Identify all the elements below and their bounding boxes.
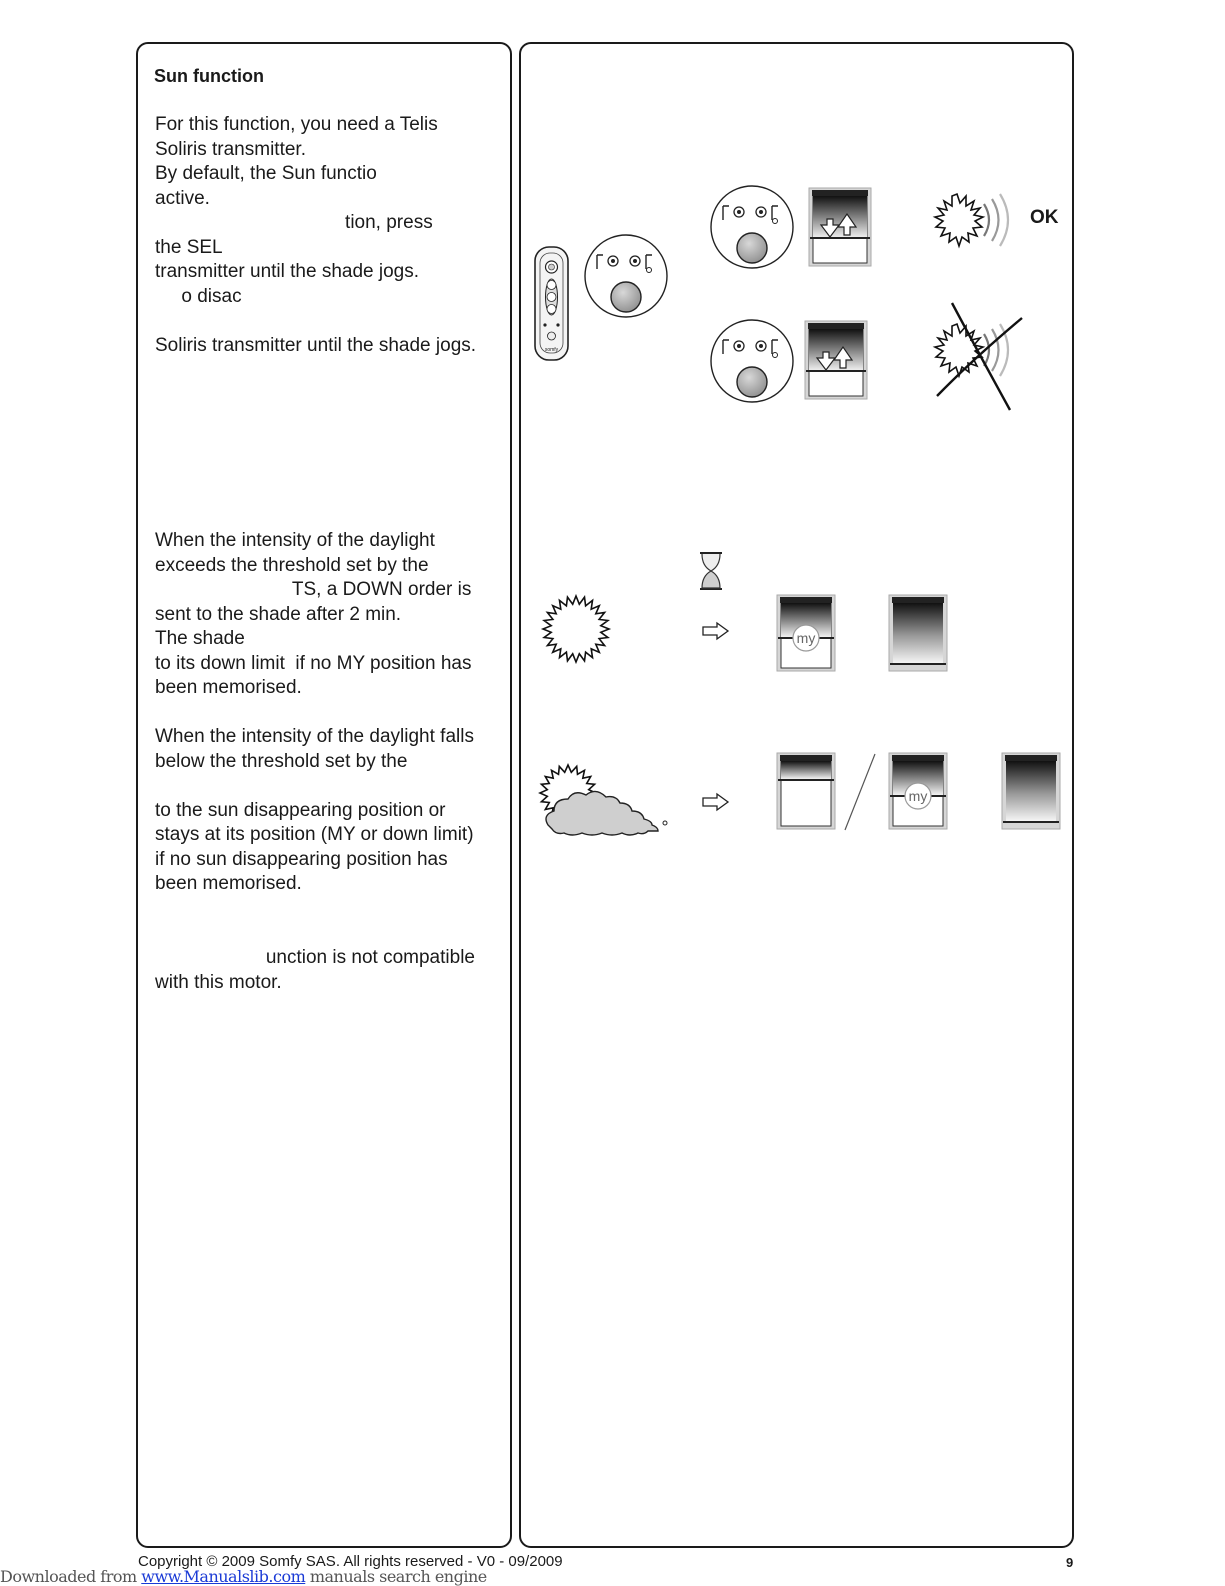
- text-line: the SEL: [155, 236, 223, 258]
- manualslib-link[interactable]: www.Manualslib.com: [141, 1567, 306, 1586]
- download-banner: [0, 1567, 487, 1586]
- page-number: 9: [1066, 1555, 1074, 1570]
- text-line: The shade: [155, 628, 245, 649]
- sun-cloud-icon: [534, 763, 674, 835]
- text-line: Soliris transmitter until the shade jogs.: [155, 334, 477, 356]
- text-line: to its down limit if no MY position has: [155, 652, 472, 674]
- arrow-right-icon: [702, 793, 730, 811]
- text-line: stays at its position (MY or down limit): [155, 824, 474, 845]
- text-line: TS, a DOWN order is: [155, 579, 472, 600]
- download-suffix: manuals search engine: [305, 1567, 487, 1586]
- hourglass-icon: [698, 551, 724, 591]
- shade-down-icon: [1001, 752, 1061, 830]
- text-line: [155, 774, 474, 799]
- transmitter-icon: [533, 245, 571, 363]
- shade-my-position-icon: [776, 594, 836, 672]
- shade-down-icon: [888, 594, 948, 672]
- text-line: Soliris transmitter.: [155, 138, 306, 160]
- sun-disappear-paragraph: [155, 725, 474, 897]
- text-line: When the intensity of the daylight falls: [155, 726, 474, 747]
- sun-icon: [540, 594, 612, 664]
- shade-my-position-icon: [888, 752, 948, 830]
- sun-signal-crossed-icon: [932, 300, 1032, 415]
- button-closeup-icon: [709, 184, 795, 270]
- text-line: exceeds the threshold set by the: [155, 554, 429, 576]
- text-line: if no sun disappearing position has: [155, 848, 448, 870]
- brand-label: somfy: [544, 347, 559, 353]
- ok-label: OK: [1030, 207, 1059, 228]
- shade-up-down-icon: [804, 320, 868, 400]
- text-line: below the threshold set by the: [155, 750, 408, 772]
- arrow-right-icon: [702, 622, 730, 640]
- download-prefix: Downloaded from: [0, 1567, 142, 1586]
- text-line: [155, 309, 476, 334]
- sun-signal-icon: [932, 190, 1012, 260]
- shade-up-icon: [776, 752, 836, 830]
- text-line: transmitter until the shade jogs.: [155, 261, 420, 282]
- button-closeup-icon: [583, 233, 669, 319]
- text-line: For this function, you need a Telis: [155, 114, 438, 135]
- shade-up-down-icon: [808, 187, 872, 267]
- compatibility-paragraph: [155, 946, 475, 995]
- text-line: When the intensity of the daylight: [155, 530, 435, 551]
- text-line: By default, the Sun functio: [155, 163, 377, 184]
- separator-slash: [840, 752, 880, 832]
- text-line: tion, press: [155, 212, 433, 233]
- text-line: unction is not compatible: [155, 947, 475, 968]
- copyright-notice: Copyright © 2009 Somfy SAS. All rights reserved - V0 - 09/2009: [138, 1553, 563, 1570]
- text-line: active.: [155, 187, 210, 209]
- text-line: o disac: [155, 285, 242, 307]
- intro-paragraph: [155, 113, 476, 358]
- section-title: Sun function: [154, 66, 264, 86]
- text-line: with this motor.: [155, 971, 282, 993]
- sun-down-paragraph: [155, 529, 471, 701]
- text-line: sent to the shade after 2 min.: [155, 603, 402, 625]
- button-closeup-icon: [709, 318, 795, 404]
- text-line: to the sun disappearing position or: [155, 799, 446, 821]
- my-label: my: [908, 788, 928, 804]
- text-line: been memorised.: [155, 677, 302, 698]
- text-line: been memorised.: [155, 873, 302, 894]
- my-label: my: [796, 630, 816, 646]
